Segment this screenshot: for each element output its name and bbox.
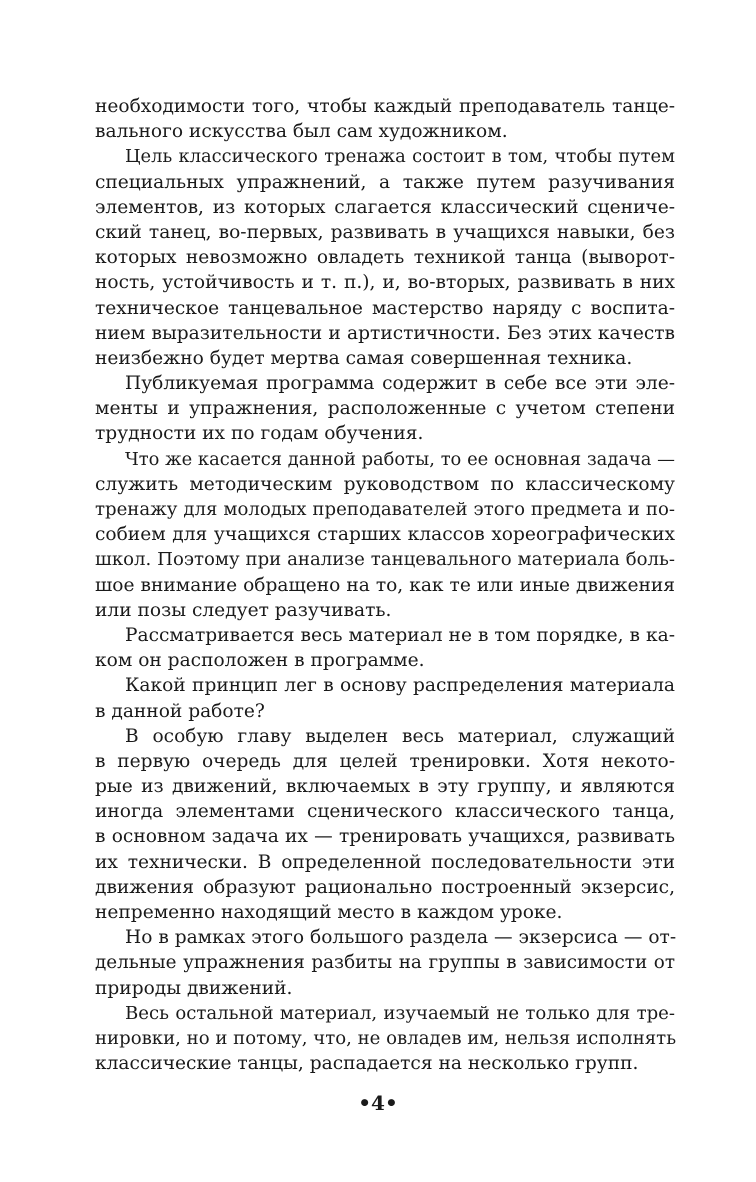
text-line: служить методическим руководством по классическому	[95, 473, 675, 495]
text-line: школ. Поэтому при анализе танцевального материала боль-	[95, 549, 675, 571]
text-line: Рассматривается весь материал не в том порядке, в ка-	[125, 624, 675, 646]
text-line: их технически. В определенной последовательности эти	[95, 851, 675, 873]
text-line: Какой принцип лег в основу распределения материала	[125, 675, 675, 697]
text-line: в основном задача их — тренировать учащихся, развивать	[95, 826, 675, 848]
text-line: которых невозможно овладеть техникой танца (выворот-	[95, 247, 675, 269]
text-line: трудности их по годам обучения.	[95, 423, 424, 445]
text-line: вального искусства был сам художником.	[95, 121, 508, 143]
text-line: шое внимание обращено на то, как те или иные движения	[95, 574, 675, 596]
text-line: специальных упражнений, а также путем разучивания	[95, 171, 675, 193]
text-line: в первую очередь для целей тренировки. Хотя некото-	[95, 750, 675, 772]
text-line: собием для учащихся старших классов хореографических	[95, 524, 675, 546]
text-line: Что же касается данной работы, то ее основная задача —	[125, 448, 675, 470]
text-line: ность, устойчивость и т. п.), и, во-вторых, развивать в них	[95, 272, 675, 294]
text-line: техническое танцевальное мастерство наряду с воспита-	[95, 297, 675, 319]
text-line: ком он расположен в программе.	[95, 650, 425, 672]
body-text	[95, 94, 675, 1076]
text-line: движения образуют рационально построенный экзерсис,	[95, 876, 675, 898]
text-line: тренажу для молодых преподавателей этого предмета и по-	[95, 499, 675, 520]
text-line: природы движений.	[95, 977, 293, 999]
text-line: или позы следует разучивать.	[95, 599, 392, 621]
text-line: непременно находящий место в каждом уроке.	[95, 902, 563, 923]
text-line: необходимости того, чтобы каждый преподаватель танце-	[95, 96, 675, 117]
text-line: Публикуемая программа содержит в себе все эти эле-	[125, 373, 675, 395]
text-line: нировки, но и потому, что, не овладев им, нельзя исполнять	[95, 1027, 677, 1049]
text-line: иногда элементами сценического классического танца,	[95, 801, 675, 823]
text-line: Весь остальной материал, изучаемый не только для тре-	[125, 1002, 675, 1024]
text-line: элементов, из которых слагается классический сцениче-	[95, 196, 675, 218]
text-line: ский танец, во-первых, развивать в учащихся навыки, без	[95, 221, 675, 243]
text-line: неизбежно будет мертва самая совершенная техника.	[95, 347, 633, 369]
text-line: В особую главу выделен весь материал, служащий	[125, 725, 675, 747]
text-line: классические танцы, распадается на несколько групп.	[95, 1053, 639, 1075]
text-line: в данной работе?	[95, 700, 265, 722]
text-line: Но в рамках этого большого раздела — экзерсиса — от-	[125, 927, 677, 949]
page-number: •4•	[358, 1091, 398, 1115]
text-line: менты и упражнения, расположенные с учетом степени	[95, 398, 675, 420]
text-line: рые из движений, включаемых в эту группу, и являются	[95, 776, 675, 798]
text-line: Цель классического тренажа состоит в том, чтобы путем	[125, 146, 675, 168]
text-line: нием выразительности и артистичности. Без этих качеств	[95, 322, 675, 344]
text-line: дельные упражнения разбиты на группы в зависимости от	[95, 952, 675, 974]
